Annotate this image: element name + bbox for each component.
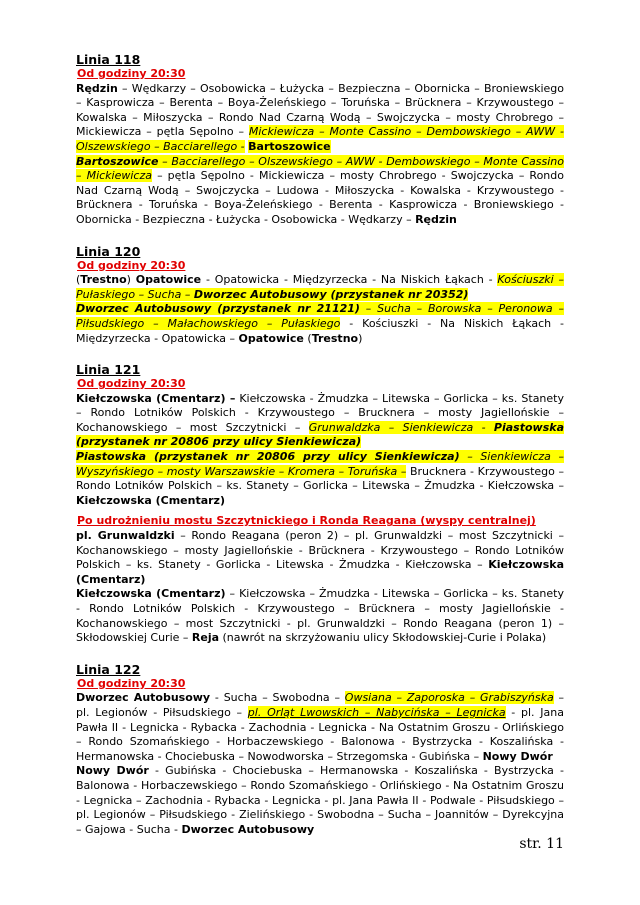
route-description <box>76 587 564 645</box>
route-text: Kościuszki – Pułaskiego – Sucha – <box>76 273 564 301</box>
stop-name: Kiełczowska (Cmentarz) <box>76 558 564 586</box>
route-text: – Kiełczowska – Żmudzka - Litewska – Gorlicka – ks. Stanety - Rondo Lotników Polskich - Krzywoustego – Brücknera – mosty Jagiellońskie - Kochanowskiego – most Szczytnicki - pl. Grunwaldzki – Rondo Reagana (peron 1) – Skłodowskiej Curie – <box>76 587 564 645</box>
route-section <box>76 52 564 228</box>
route-description <box>76 155 564 228</box>
route-description <box>76 82 564 155</box>
route-description <box>76 273 564 302</box>
route-text: – Sienkiewicza – Wyszyńskiego – mosty Warszawskie – Kromera – Toruńska – <box>76 450 564 478</box>
route-text: Mickiewicza – Monte Cassino – Dembowskiego – AWW - Olszewskiego – Bacciarellego - <box>76 125 564 153</box>
route-text: Kiełczowska - Żmudzka – Litewska – Gorlicka – ks. Stanety – Rondo Lotników Polskich - Krzywoustego – Brucknera – mosty Jagiellońskie – Kochanowskiego – most Szczytnicki – <box>76 391 564 434</box>
time-condition-label: Po udrożnieniu mostu Szczytnickiego i Ronda Reagana (wyspy centralnej) <box>77 514 536 528</box>
route-text: ) <box>126 273 136 287</box>
stop-name: Opatowice <box>238 331 304 345</box>
route-text: - Gubińska - Chociebuska – Hermanowska - Koszalińska - Bystrzycka - Balonowa - Horbaczewskiego – Rondo Szomańskiego - Orlińskiego - Na Ostatnim Groszu - Legnicka – Zachodnia - Rybacka - Legnicka - pl. Jana Pawła II - Podwale - Piłsudskiego – pl. Legionów – Piłsudskiego - Zielińskiego - Swobodna – Sucha – Joannitów – Dyrekcyjna – Gajowa - Sucha - <box>76 764 564 836</box>
route-text: – Sucha – Borowska – Peronowa – Piłsudskiego – Małachowskiego – Pułaskiego <box>76 302 564 330</box>
stop-name: Kiełczowska (Cmentarz) <box>76 587 226 601</box>
route-text: - Kościuszki - Na Niskich Łąkach - Międzyrzecka - Opatowicka – <box>76 316 564 345</box>
route-section <box>76 362 564 508</box>
route-text: – pętla Sępolno - Mickiewicza – mosty Chrobrego - Swojczycka – Rondo Nad Czarną Wodą – Swojczycka – Ludowa - Miłoszycka - Kowalska - Krzywoustego - Brücknera - Toruńska - Boya-Żeleńskiego - Berenta - Kasprowicza - Broniewskiego - Obornicka - Bezpieczna - Łużycka - Osobowicka - Wędkarzy – <box>76 169 564 226</box>
route-description <box>76 691 564 764</box>
route-text: – Rondo Reagana (peron 2) – pl. Grunwaldzki – most Szczytnicki – Kochanowskiego – mosty Jagiellońskie - Brücknera - Krzywoustego – Rondo Lotników Polskich – ks. Stanety - Gorlicka - Litewska - Żmudzka - Kiełczowska – <box>76 529 564 572</box>
route-title: Linia 121 <box>76 362 141 378</box>
stop-name: Dworzec Autobusowy <box>76 691 211 705</box>
stop-name: Trestno <box>311 331 359 345</box>
route-text: – Wędkarzy – Osobowicka – Łużycka – Bezpieczna – Obornicka – Broniewskiego – Kasprowicza – Berenta – Boya-Żeleńskiego – Toruńska – Brücknera – Krzywoustego – Kowalska – Miłoszycka – Rondo Nad Czarną Wodą – Swojczycka – mosty Chrobrego – Mickiewicza – pętla Sępolno – <box>76 81 564 139</box>
route-section <box>76 662 564 838</box>
route-text: – pl. Legionów - Piłsudskiego – <box>76 691 565 719</box>
route-text: - pl. Jana Pawła II - Legnicka - Rybacka - Zachodnia - Legnicka - Na Ostatnim Groszu - Orlińskiego – Rondo Szomańskiego - Horbaczewskiego - Balonowa - Bystrzycka - Koszalińska - Hermanowska - Chociebuska – Nowodworska – Strzegomska - Gubińska – <box>76 705 564 763</box>
stop-name: Nowy Dwór <box>76 764 149 778</box>
stop-name: Kiełczowska (Cmentarz) <box>76 493 225 507</box>
time-condition-label: Od godziny 20:30 <box>77 258 186 272</box>
stop-name: Piastowska (przystanek nr 20806 przy ulicy Sienkiewicza) <box>76 420 564 449</box>
stop-name: Dworzec Autobusowy (przystanek nr 20352) <box>193 287 469 301</box>
route-description <box>76 764 564 837</box>
route-description <box>76 302 564 346</box>
stop-name: Rędzin <box>415 212 457 226</box>
page-number: str. 11 <box>519 836 564 852</box>
stop-name: Trestno <box>80 273 127 287</box>
route-text: – Bacciarellego – Olszewskiego – AWW - Dembowskiego – Monte Cassino – Mickiewicza <box>76 154 564 183</box>
route-text: ( <box>303 331 312 345</box>
stop-name: Kiełczowska (Cmentarz) – <box>76 391 236 405</box>
stop-name: Nowy Dwór <box>482 749 553 763</box>
time-condition-label: Od godziny 20:30 <box>77 676 186 690</box>
stop-name: Dworzec Autobusowy <box>181 822 315 836</box>
route-text: ) <box>358 331 363 345</box>
route-text: ( <box>76 273 81 287</box>
route-title: Linia 120 <box>76 243 141 259</box>
route-text: Grunwaldzka – Sienkiewicza - <box>308 420 494 434</box>
route-text: pl. Orląt Lwowskich – Nabycińska – Legnicka <box>247 705 506 719</box>
route-section <box>76 244 564 347</box>
stop-name: Dworzec Autobusowy (przystanek nr 21121) <box>76 302 360 316</box>
route-text: - Opatowicka - Międzyrzecka - Na Niskich Łąkach - <box>201 273 498 287</box>
stop-name: Reja <box>191 631 220 645</box>
document-page <box>76 52 564 853</box>
time-condition-label: Od godziny 20:30 <box>77 67 186 80</box>
route-title: Linia 122 <box>76 661 141 677</box>
route-section <box>76 514 564 645</box>
stop-name: Piastowska (przystanek nr 20806 przy ulicy Sienkiewicza) <box>76 450 460 464</box>
route-description <box>76 392 564 450</box>
route-title: Linia 118 <box>76 52 141 67</box>
stop-name: Bartoszowice <box>248 139 331 153</box>
stop-name: Rędzin <box>76 81 118 95</box>
route-text: (nawrót na skrzyżowaniu ulicy Skłodowskiej-Curie i Polaka) <box>219 631 547 645</box>
route-description <box>76 529 564 587</box>
stop-name: Opatowice <box>135 273 202 287</box>
route-text: - Sucha – Swobodna – <box>210 691 345 705</box>
stop-name: pl. Grunwaldzki <box>76 529 175 543</box>
stop-name: Bartoszowice <box>76 154 159 168</box>
time-condition-label: Od godziny 20:30 <box>77 377 186 391</box>
route-text: Owsiana – Zaporoska – Grabiszyńska <box>344 691 554 705</box>
route-text: Brucknera - Krzywoustego – Rondo Lotników Polskich – ks. Stanety – Gorlicka – Litewska – Żmudzka - Kiełczowska – <box>76 464 564 493</box>
route-description <box>76 450 564 508</box>
